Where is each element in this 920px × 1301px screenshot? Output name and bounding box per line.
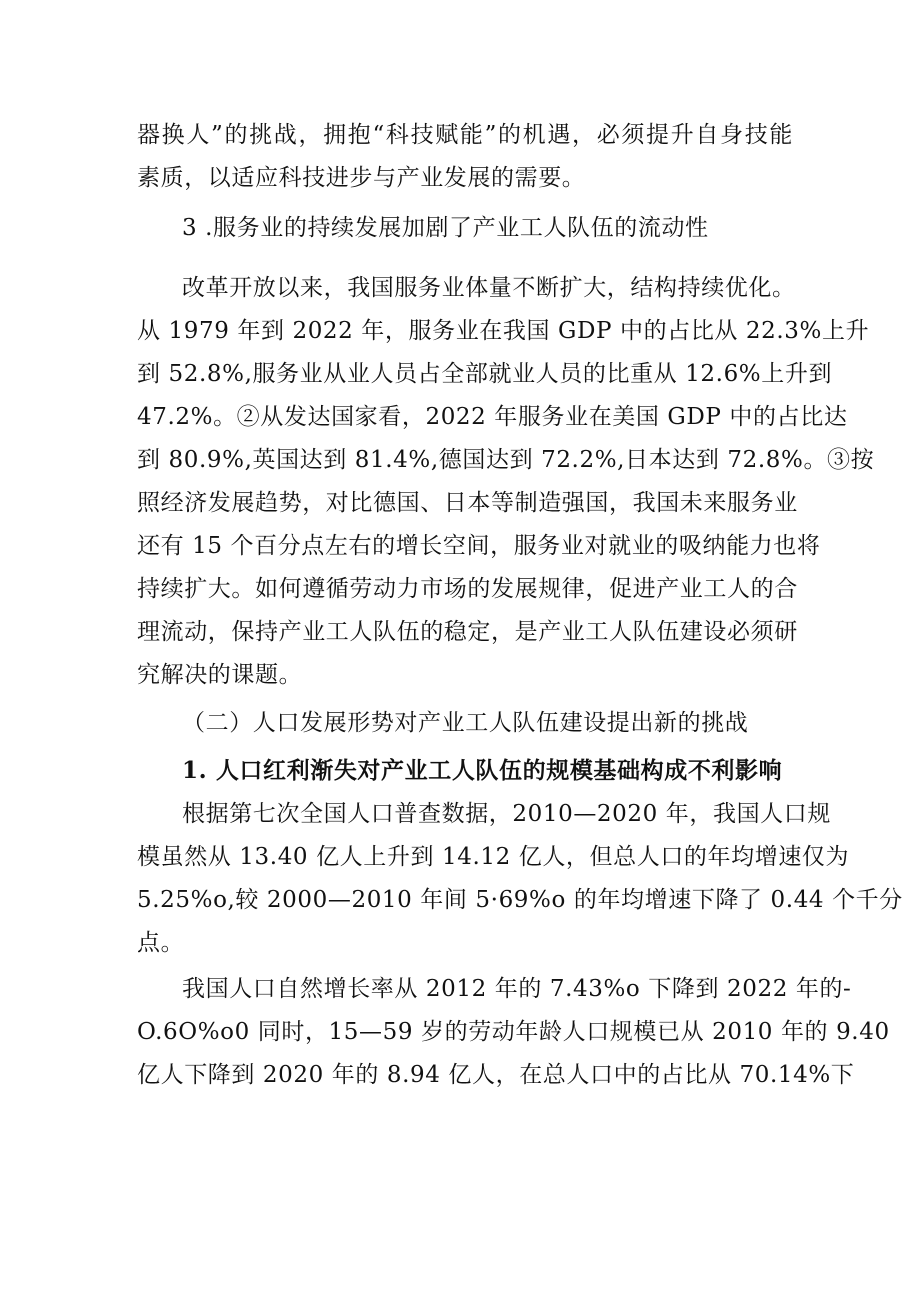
subsection-heading-1: 1. 人口红利渐失对产业工人队伍的规模基础构成不利影响 [182, 757, 783, 784]
paragraph-line: 到 80.9%,英国达到 81.4%,德国达到 72.2%,日本达到 72.8%。③按 [137, 447, 875, 473]
paragraph-line: 模虽然从 13.40 亿人上升到 14.12 亿人，但总人口的年均增速仅为 [137, 844, 850, 870]
section-heading-3: 3 .服务业的持续发展加剧了产业工人队伍的流动性 [182, 215, 709, 241]
paragraph-line: 到 52.8%,服务业从业人员占全部就业人员的比重从 12.6%上升到 [137, 361, 833, 387]
paragraph-line: 究解决的课题。 [137, 662, 303, 688]
paragraph-line: 改革开放以来，我国服务业体量不断扩大，结构持续优化。 [182, 275, 796, 301]
paragraph-line: 照经济发展趋势，对比德国、日本等制造强国，我国未来服务业 [137, 490, 798, 516]
paragraph-line: 点。 [137, 930, 185, 956]
paragraph-line: 理流动，保持产业工人队伍的稳定，是产业工人队伍建设必须研 [137, 619, 798, 645]
paragraph-line: 我国人口自然增长率从 2012 年的 7.43%o 下降到 2022 年的- [182, 976, 852, 1002]
paragraph-line: 5.25%o,较 2000—2010 年间 5·69%o 的年均增速下降了 0.44 个千分 [137, 887, 903, 913]
paragraph-line: 还有 15 个百分点左右的增长空间，服务业对就业的吸纳能力也将 [137, 533, 821, 559]
paragraph-line: 根据第七次全国人口普查数据，2010—2020 年，我国人口规 [182, 801, 831, 827]
paragraph-line: 从 1979 年到 2022 年，服务业在我国 GDP 中的占比从 22.3%上升 [137, 318, 870, 344]
paragraph-line: 器换人”的挑战，拥抱“科技赋能”的机遇，必须提升自身技能 [137, 122, 793, 148]
paragraph-line: 亿人下降到 2020 年的 8.94 亿人，在总人口中的占比从 70.14%下 [137, 1062, 855, 1088]
paragraph-line: 持续扩大。如何遵循劳动力市场的发展规律，促进产业工人的合 [137, 576, 798, 602]
section-heading-2: （二）人口发展形势对产业工人队伍建设提出新的挑战 [182, 710, 749, 736]
paragraph-line: O.6O%o0 同时，15—59 岁的劳动年龄人口规模已从 2010 年的 9.40 [137, 1019, 890, 1045]
paragraph-line: 素质，以适应科技进步与产业发展的需要。 [137, 165, 586, 191]
paragraph-line: 47.2%。②从发达国家看，2022 年服务业在美国 GDP 中的占比达 [137, 404, 848, 430]
